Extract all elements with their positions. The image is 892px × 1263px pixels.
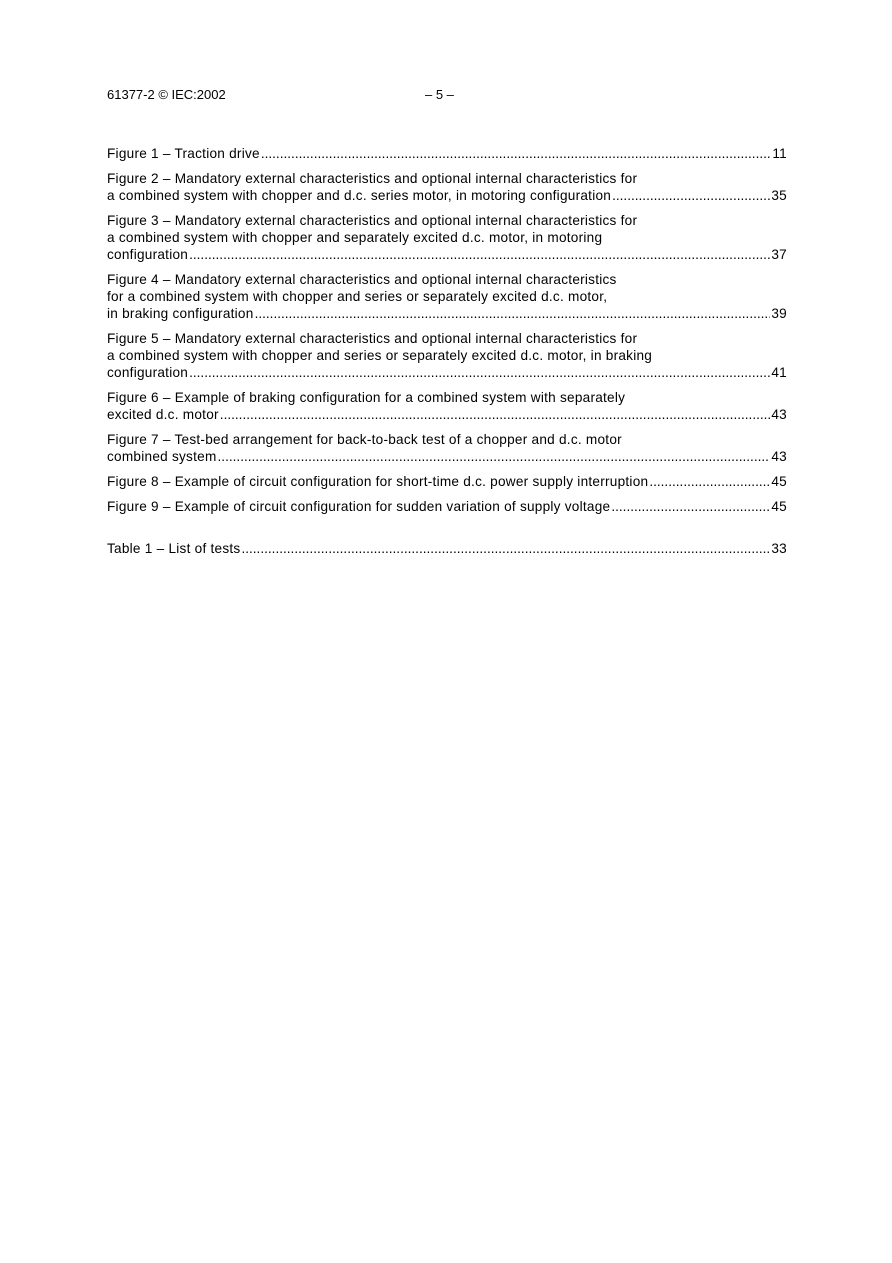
toc-entry-figure-1[interactable]	[107, 145, 787, 162]
dot-leader	[220, 406, 771, 423]
toc-entry-figure-4[interactable]	[107, 271, 787, 322]
toc-entry-title-line: a combined system with chopper and separately excited d.c. motor, in motoring	[107, 230, 603, 245]
dot-leader	[189, 364, 770, 381]
toc-entry-figure-7[interactable]	[107, 431, 787, 465]
toc-entry-page: 33	[771, 541, 787, 556]
toc-entry-last-line	[107, 448, 787, 465]
toc-entry-title-line: a combined system with chopper and series or separately excited d.c. motor, in braking	[107, 348, 653, 363]
dot-leader	[255, 305, 771, 322]
toc-entry-figure-8[interactable]	[107, 473, 787, 490]
toc-entry-page: 43	[771, 407, 787, 422]
toc-entry-last-line	[107, 364, 787, 381]
toc-entry-title-line: Figure 4 – Mandatory external characteristics and optional internal characteristics	[107, 272, 617, 287]
toc-entry-title-line: Figure 5 – Mandatory external characteristics and optional internal characteristics for	[107, 331, 638, 346]
toc-entry-last-line	[107, 145, 787, 162]
page-number: – 5 –	[425, 87, 454, 102]
toc-entry-title-line: Figure 6 – Example of braking configuration for a combined system with separately	[107, 390, 626, 405]
toc-entry-title: a combined system with chopper and d.c. series motor, in motoring configuration	[107, 188, 612, 203]
toc-entry-page: 45	[771, 474, 787, 489]
toc-entry-last-line	[107, 498, 787, 515]
toc-entry-last-line	[107, 540, 787, 557]
toc-entry-figure-9[interactable]	[107, 498, 787, 515]
toc-entry-last-line	[107, 473, 787, 490]
toc-entry-title: Figure 8 – Example of circuit configuration for short-time d.c. power supply interruption	[107, 474, 649, 489]
toc-entry-title: configuration	[107, 247, 189, 262]
toc-entry-last-line	[107, 406, 787, 423]
toc-entry-title-line: Figure 2 – Mandatory external characteristics and optional internal characteristics for	[107, 171, 638, 186]
dot-leader	[611, 498, 770, 515]
dot-leader	[189, 246, 770, 263]
document-id: 61377-2 © IEC:2002	[107, 87, 226, 102]
toc-entry-title: Table 1 – List of tests	[107, 541, 241, 556]
toc-entry-title: in braking configuration	[107, 306, 254, 321]
toc-entry-title: Figure 1 – Traction drive	[107, 146, 260, 161]
toc-entry-figure-5[interactable]	[107, 330, 787, 381]
toc-entry-figure-2[interactable]	[107, 170, 787, 204]
page-header	[107, 87, 787, 105]
dot-leader	[612, 187, 770, 204]
toc-entry-page: 45	[771, 499, 787, 514]
toc-entry-last-line	[107, 246, 787, 263]
toc-entry-figure-3[interactable]	[107, 212, 787, 263]
toc-entry-table-1[interactable]	[107, 540, 787, 557]
toc-entry-page: 43	[771, 449, 787, 464]
list-of-figures-and-tables	[107, 145, 787, 565]
dot-leader	[261, 145, 772, 162]
dot-leader	[218, 448, 771, 465]
toc-entry-title-line: Figure 7 – Test-bed arrangement for back-to-back test of a chopper and d.c. motor	[107, 432, 622, 447]
toc-entry-last-line	[107, 305, 787, 322]
toc-entry-page: 39	[771, 306, 787, 321]
toc-entry-page: 35	[771, 188, 787, 203]
toc-entry-last-line	[107, 187, 787, 204]
toc-entry-page: 37	[771, 247, 787, 262]
toc-entry-title: excited d.c. motor	[107, 407, 219, 422]
toc-entry-title: combined system	[107, 449, 217, 464]
toc-entry-figure-6[interactable]	[107, 389, 787, 423]
dot-leader	[649, 473, 770, 490]
toc-entry-page: 11	[772, 146, 787, 161]
toc-entry-title-line: for a combined system with chopper and series or separately excited d.c. motor,	[107, 289, 608, 304]
dot-leader	[241, 540, 770, 557]
section-gap	[107, 523, 787, 540]
toc-entry-title: configuration	[107, 365, 189, 380]
toc-entry-page: 41	[771, 365, 787, 380]
toc-entry-title: Figure 9 – Example of circuit configuration for sudden variation of supply voltage	[107, 499, 611, 514]
toc-entry-title-line: Figure 3 – Mandatory external characteristics and optional internal characteristics for	[107, 213, 638, 228]
